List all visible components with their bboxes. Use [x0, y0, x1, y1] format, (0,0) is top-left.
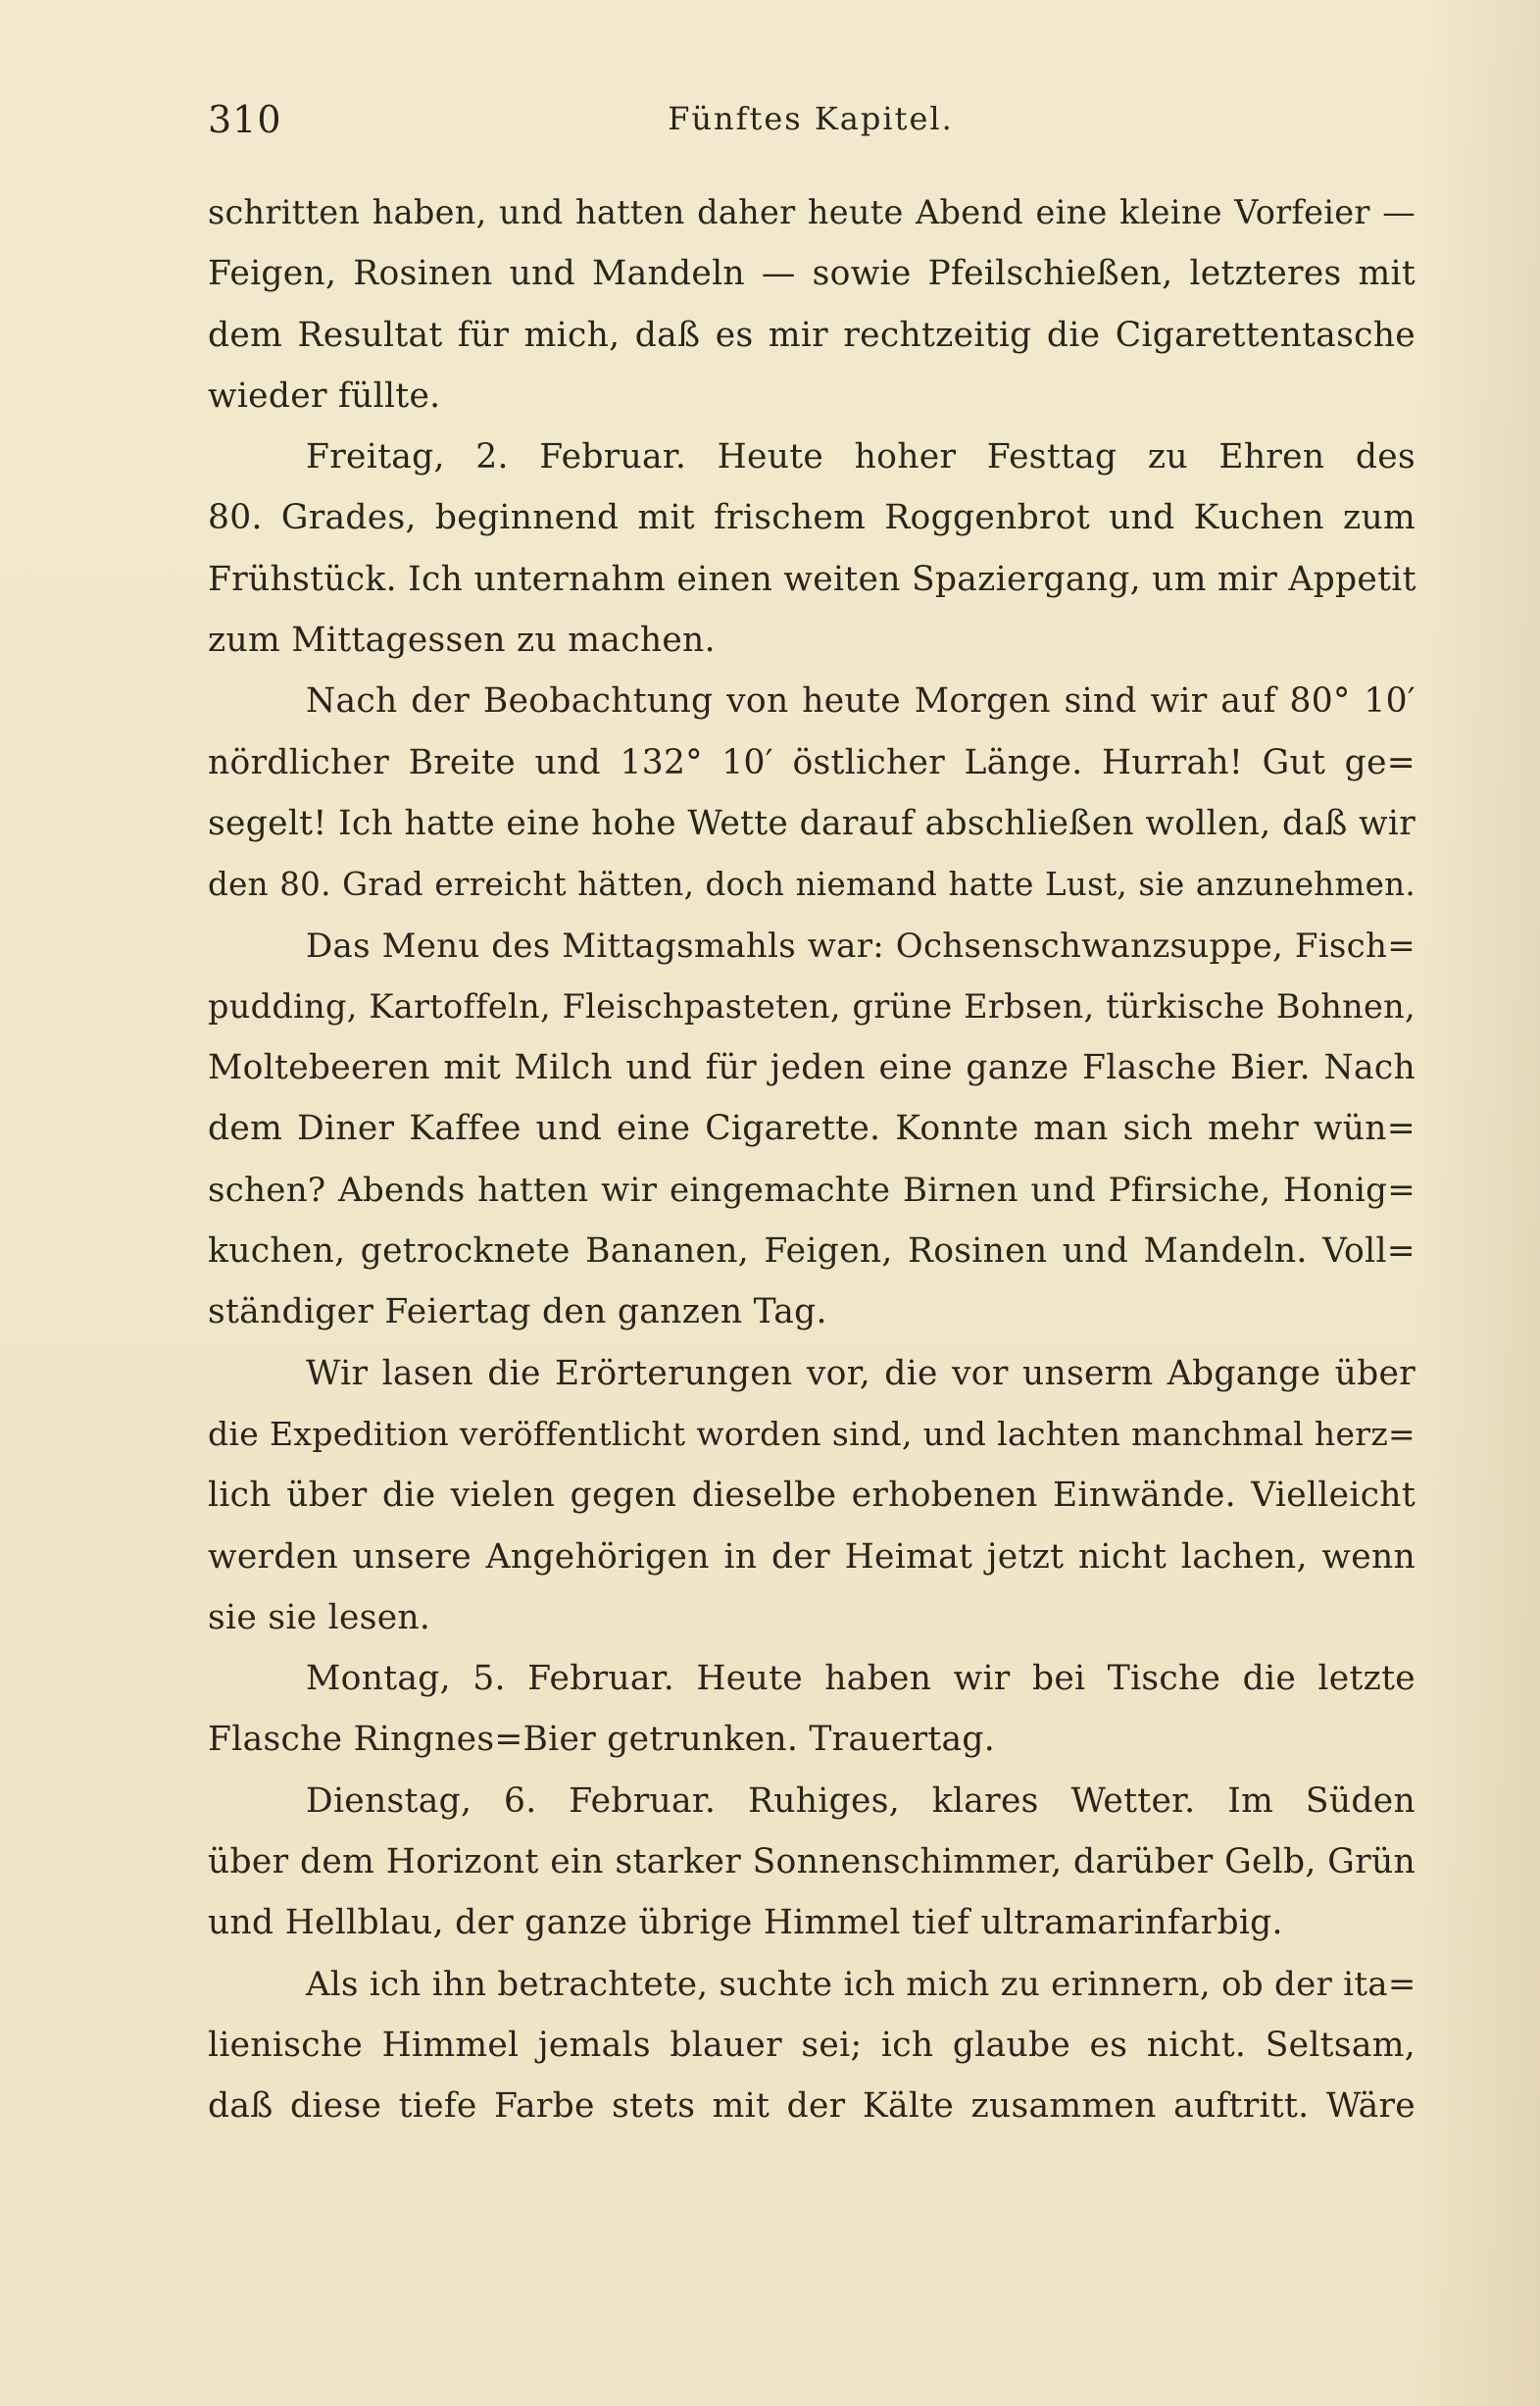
text-line: werden unsere Angehörigen in der Heimat jetzt nicht lachen, wenn — [208, 1536, 1416, 1577]
running-head — [208, 98, 1414, 157]
text-line: Dienstag, 6. Februar. Ruhiges, klares Wetter. Im Süden — [306, 1780, 1416, 1821]
text-line: Moltebeeren mit Milch und für jeden eine ganze Flasche Bier. Nach — [208, 1048, 1416, 1088]
text-line: nördlicher Breite und 132° 10′ östlicher Länge. Hurrah! Gut ge= — [208, 742, 1416, 782]
text-line: zum Mittagessen zu machen. — [208, 621, 716, 661]
text-line: segelt! Ich hatte eine hohe Wette darauf abschließen wollen, daß wir — [208, 803, 1416, 843]
text-line: den 80. Grad erreicht hätten, doch niemand hatte Lust, sie anzunehmen. — [208, 866, 1416, 904]
text-line: Das Menu des Mittagsmahls war: Ochsenschwanzsuppe, Fisch= — [306, 926, 1416, 966]
text-line: Montag, 5. Februar. Heute haben wir bei Tische die letzte — [306, 1659, 1416, 1699]
text-line: 80. Grades, beginnend mit frischem Roggenbrot und Kuchen zum — [208, 498, 1416, 538]
text-line: über dem Horizont ein starker Sonnenschimmer, darüber Gelb, Grün — [208, 1842, 1416, 1882]
text-line: lich über die vielen gegen dieselbe erhobenen Einwände. Vielleicht — [208, 1476, 1416, 1516]
text-line: Wir lasen die Erörterungen vor, die vor unserm Abgange über — [306, 1353, 1416, 1393]
text-line: Nach der Beobachtung von heute Morgen sind wir auf 80° 10′ — [306, 681, 1416, 722]
text-line: dem Resultat für mich, daß es mir rechtzeitig die Cigarettentasche — [208, 315, 1416, 355]
text-line: wieder füllte. — [208, 376, 441, 416]
text-line: Feigen, Rosinen und Mandeln — sowie Pfeilschießen, letzteres mit — [208, 254, 1416, 294]
text-line: Freitag, 2. Februar. Heute hoher Festtag zu Ehren des — [306, 437, 1416, 477]
page-number: 310 — [208, 98, 282, 141]
text-line: schen? Abends hatten wir eingemachte Birnen und Pfirsiche, Honig= — [208, 1170, 1416, 1210]
chapter-title: Fünftes Kapitel. — [668, 100, 954, 137]
text-line: sie sie lesen. — [208, 1597, 431, 1637]
text-line: die Expedition veröffentlicht worden sind, und lachten manchmal herz= — [208, 1414, 1416, 1453]
text-line: und Hellblau, der ganze übrige Himmel tief ultramarinfarbig. — [208, 1903, 1283, 1943]
text-line: dem Diner Kaffee und eine Cigarette. Konnte man sich mehr wün= — [208, 1109, 1416, 1149]
text-line: schritten haben, und hatten daher heute Abend eine kleine Vorfeier — — [208, 193, 1416, 231]
text-line: lienische Himmel jemals blauer sei; ich glaube es nicht. Seltsam, — [208, 2025, 1416, 2065]
text-line: ständiger Feiertag den ganzen Tag. — [208, 1292, 827, 1332]
body-text — [208, 182, 1416, 2137]
text-line: kuchen, getrocknete Bananen, Feigen, Rosinen und Mandeln. Voll= — [208, 1231, 1416, 1272]
text-line: Flasche Ringnes=Bier getrunken. Trauertag. — [208, 1720, 996, 1760]
text-line: Als ich ihn betrachtete, suchte ich mich zu erinnern, ob der ita= — [306, 1964, 1416, 2004]
text-line: pudding, Kartoffeln, Fleischpasteten, grüne Erbsen, türkische Bohnen, — [208, 986, 1416, 1026]
text-line: daß diese tiefe Farbe stets mit der Kälte zusammen auftritt. Wäre — [208, 2086, 1416, 2127]
text-line: Frühstück. Ich unternahm einen weiten Spaziergang, um mir Appetit — [208, 559, 1416, 599]
